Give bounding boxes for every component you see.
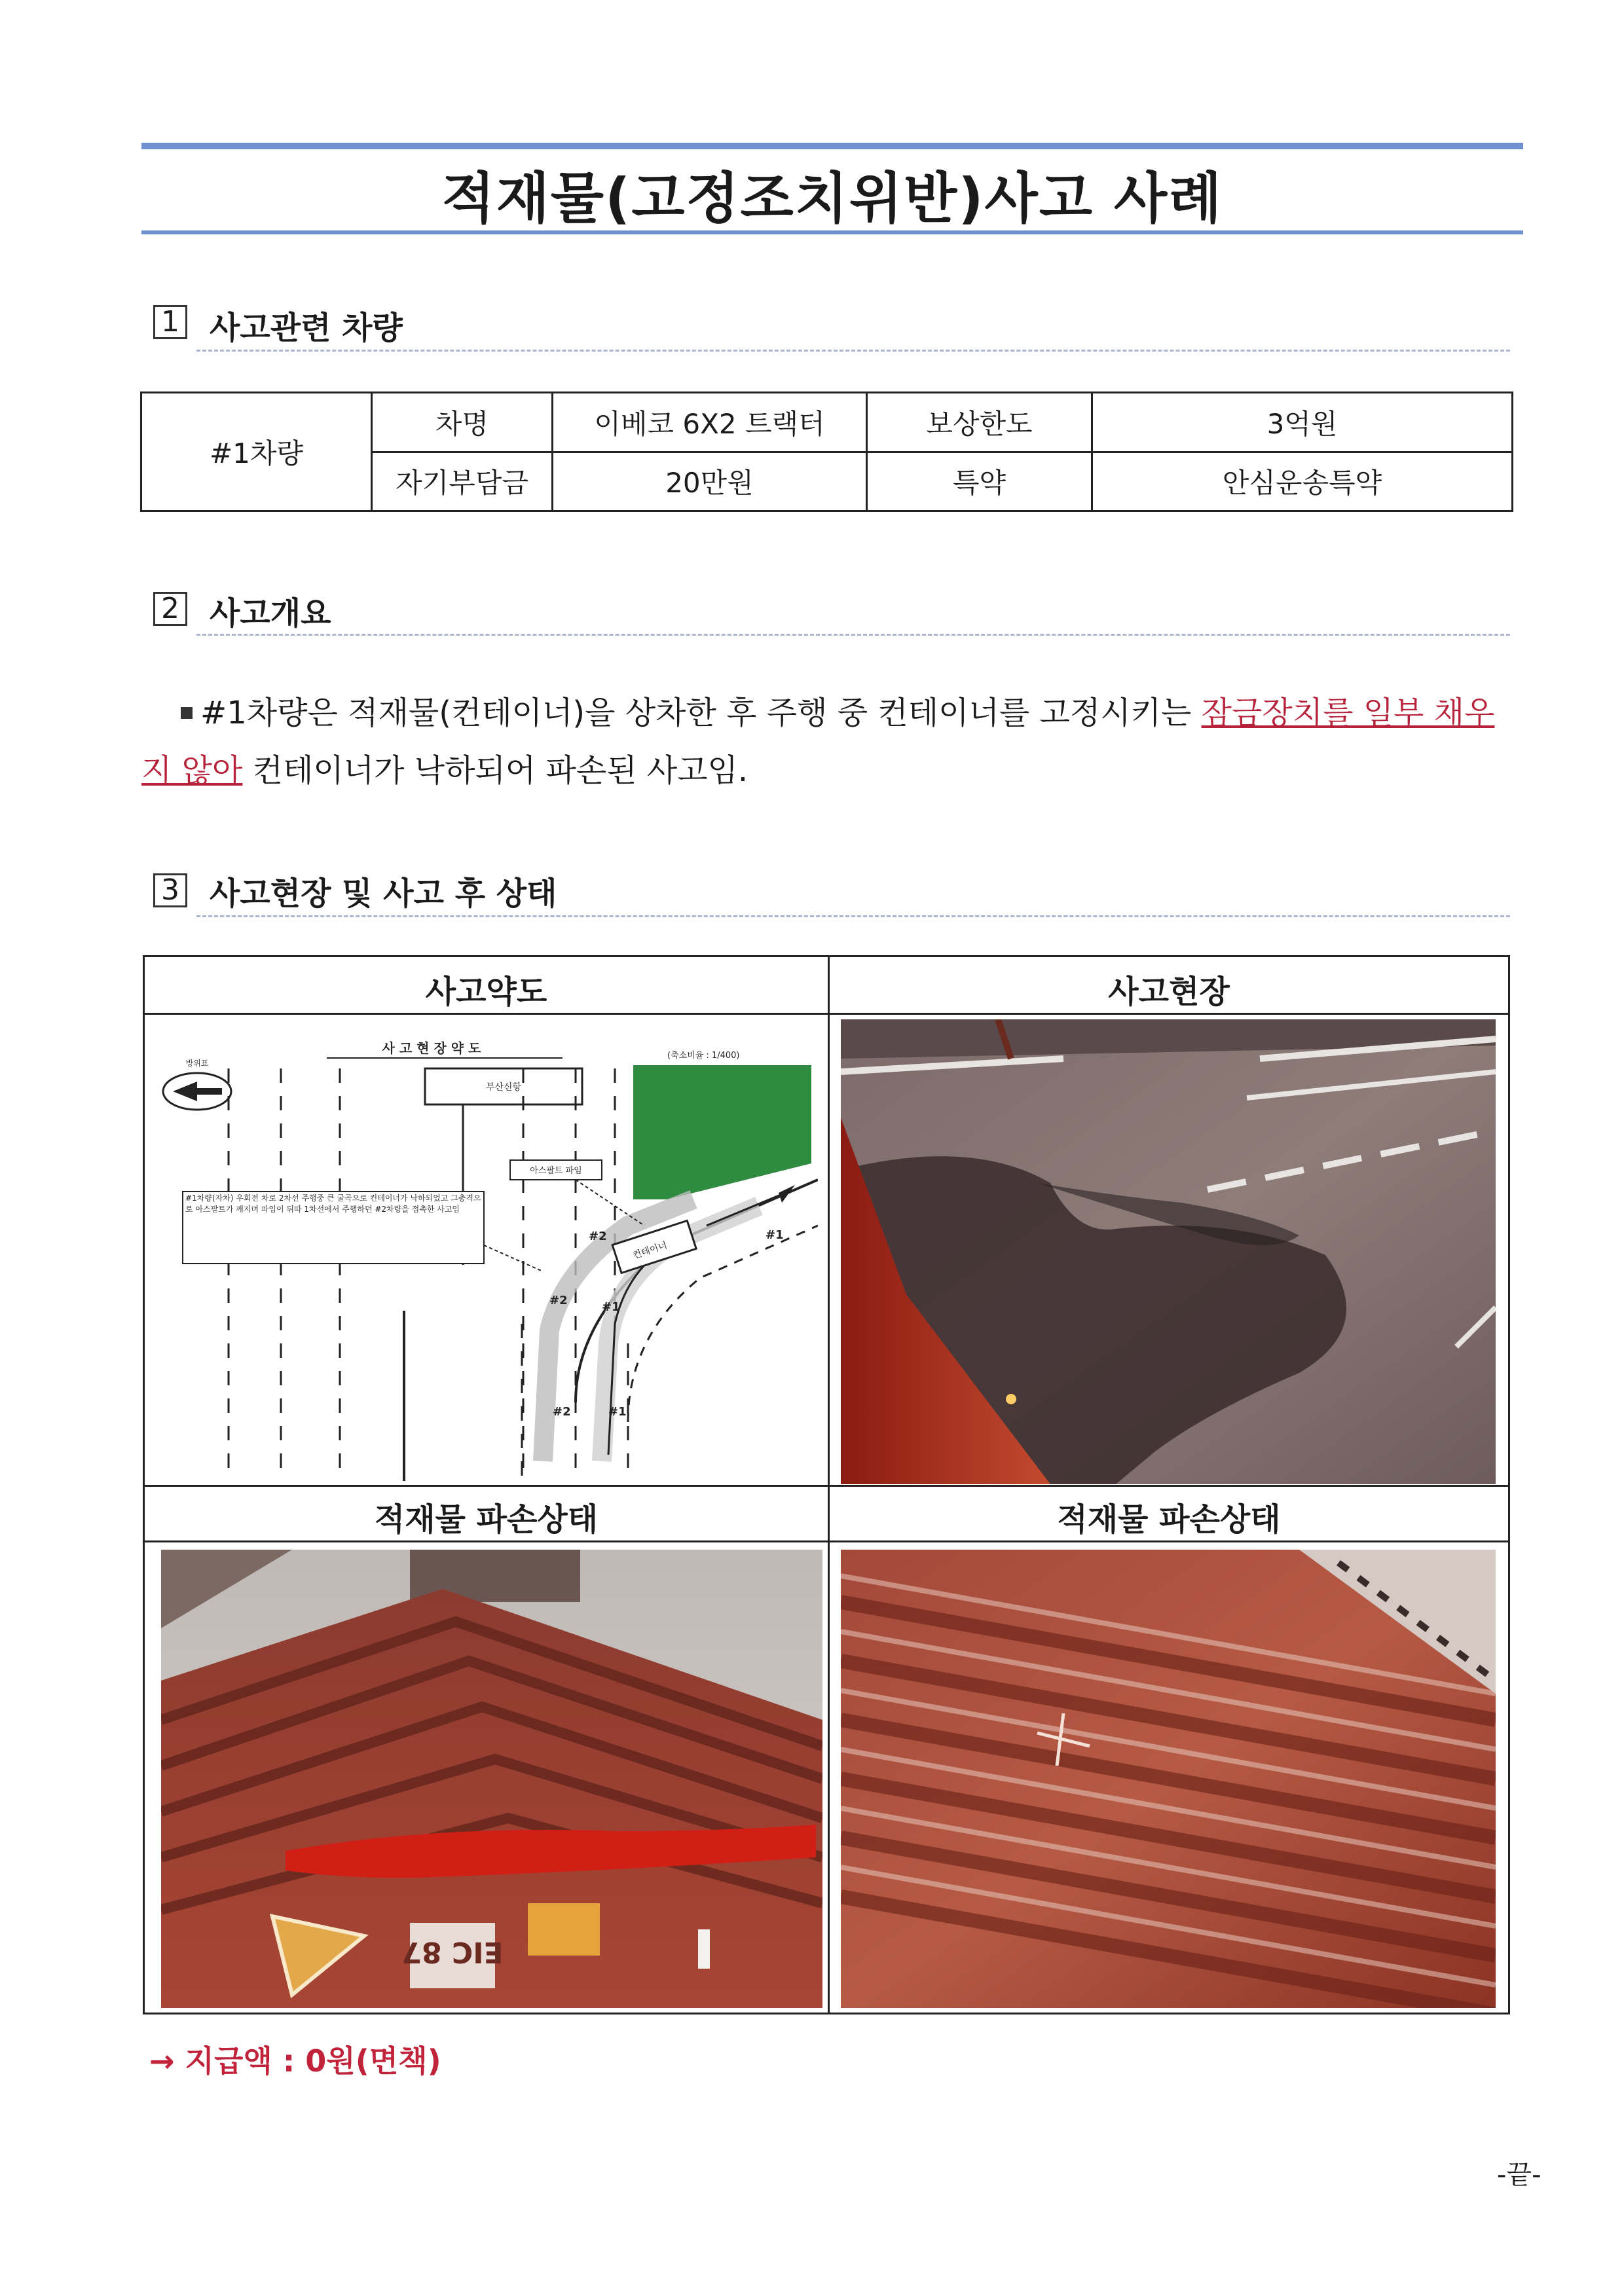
summary-text-before: #1차량은 적재물(컨테이너)을 상차한 후 주행 중 컨테이너를 고정시키는 [200, 695, 1202, 731]
container-code-label: EIC 87 [401, 1935, 504, 1969]
table-cell: 보상한도 [867, 393, 1092, 452]
cargo-damage-photo-1 [161, 1550, 822, 2008]
car-label-2: #2 [549, 1294, 568, 1307]
section-1-number: 1 [153, 305, 187, 339]
section-1-title: 사고관련 차량 [210, 310, 403, 346]
asphalt-label: 아스팔트 파임 [530, 1166, 582, 1176]
container-label: 컨테이너 [631, 1240, 669, 1262]
table-cell: 이베코 6X2 트랙터 [553, 393, 867, 452]
table-cell: 자기부담금 [372, 452, 553, 511]
grid-divider-caption-bottom [145, 1540, 1508, 1542]
page-title: 적재물(고정조치위반)사고 사례 [441, 166, 1223, 230]
car-label-1: #1 [608, 1405, 627, 1419]
table-cell: 안심운송특약 [1092, 452, 1513, 511]
caption-accident-scene: 사고현장 [1108, 974, 1230, 1010]
caption-accident-diagram: 사고약도 [425, 974, 547, 1010]
table-cell: 특약 [867, 452, 1092, 511]
page-end-marker: -끝- [1497, 2160, 1541, 2190]
vehicle-id-cell: #1차량 [141, 393, 372, 511]
table-cell: 차명 [372, 393, 553, 452]
car-label-1: #1 [766, 1228, 784, 1242]
accident-scene-photo [841, 1019, 1496, 1484]
car-label-2: #2 [553, 1405, 571, 1419]
section-2-title: 사고개요 [210, 595, 331, 632]
diagram-scale: (축소비율 : 1/400) [667, 1051, 740, 1061]
table-cell: 20만원 [553, 452, 867, 511]
table-cell: 3억원 [1092, 393, 1513, 452]
section-3-title: 사고현장 및 사고 후 상태 [210, 875, 557, 912]
compass-label: 방위표 [185, 1059, 209, 1068]
vehicle-table [140, 392, 1513, 512]
summary-highlight-1: 잠금장치를 일부 채우 [1201, 695, 1495, 731]
section-3-number: 3 [153, 873, 187, 907]
caption-cargo-damage-1: 적재물 파손상태 [374, 1501, 599, 1538]
diagram-title: 사 고 현 장 약 도 [382, 1040, 481, 1056]
section-3-rule [196, 915, 1510, 917]
section-1-rule [196, 350, 1510, 352]
car-label-2: #2 [589, 1230, 607, 1243]
destination-label: 부산신항 [485, 1082, 522, 1093]
bullet-square-icon [181, 707, 193, 719]
title-rule-top [141, 143, 1523, 149]
grid-divider-middle [145, 1485, 1508, 1487]
title-rule-bottom [141, 230, 1523, 234]
description-text: #1차량(자차) 우회전 차로 2차선 주행중 큰 굴곡으로 컨테이너가 낙하되었고 그충격으로 아스팔트가 깨지며 파임이 뒤따 1차선에서 주행하던 #2차량을 접촉한 사고임 [185, 1194, 481, 1214]
caption-cargo-damage-2: 적재물 파손상태 [1057, 1501, 1281, 1538]
car-label-1: #1 [602, 1300, 620, 1314]
payment-amount: → 지급액 : 0원(면책) [149, 2043, 441, 2079]
section-2-number: 2 [153, 592, 187, 626]
summary-text-after: 컨테이너가 낙하되어 파손된 사고임. [242, 752, 748, 789]
grid-divider-caption-top [145, 1013, 1508, 1015]
photo-grid [143, 955, 1510, 2014]
cargo-damage-photo-2 [841, 1550, 1496, 2008]
summary-highlight-2: 지 않아 [141, 752, 243, 789]
accident-summary [141, 684, 1536, 799]
accident-diagram [157, 1029, 818, 1481]
section-2-rule [196, 634, 1510, 636]
